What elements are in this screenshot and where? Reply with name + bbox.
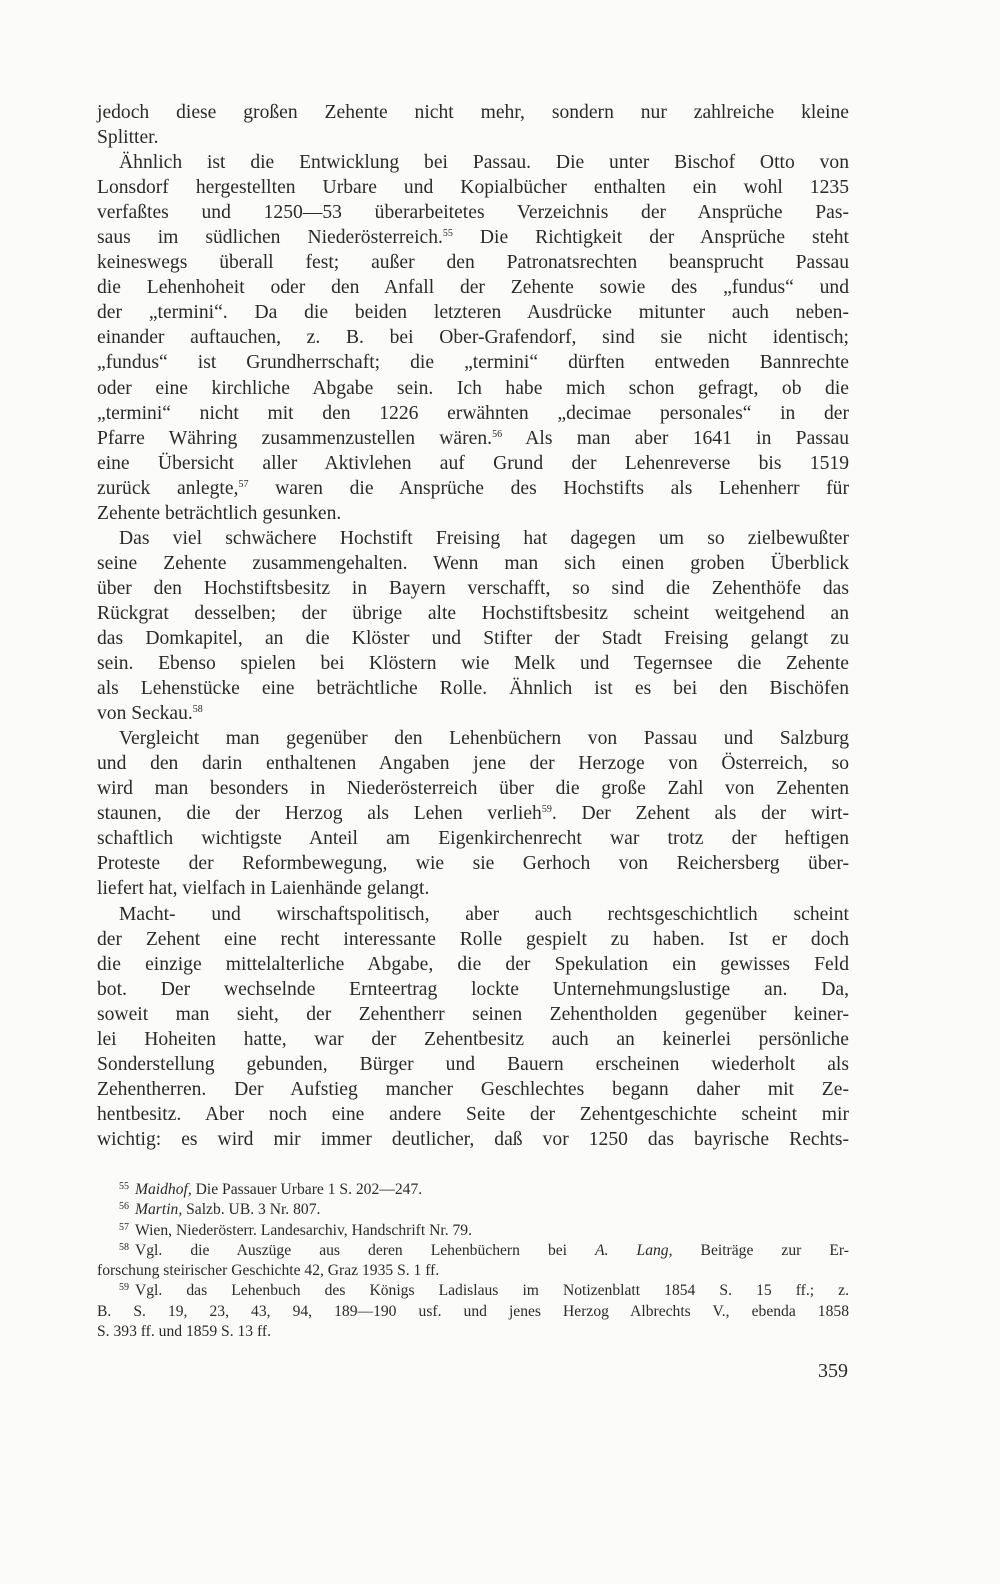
text-line: wird man besonders in Niederösterreich über die große Zahl von Zehenten (97, 778, 849, 800)
text-line: liefert hat, vielfach in Laienhände gelangt. (97, 878, 430, 900)
text-line: sein. Ebenso spielen bei Klöstern wie Melk und Tegernsee die Zehente (97, 653, 849, 675)
text-line: „fundus“ ist Grundherrschaft; die „termini“ dürften entweden Bannrechte (97, 352, 849, 374)
text-line: oder eine kirchliche Abgabe sein. Ich habe mich schon gefragt, ob die (97, 377, 849, 399)
text-line: Zehente beträchtlich gesunken. (97, 502, 342, 524)
footnote-ref: 56 (492, 428, 503, 440)
footnote-line: $^{59}$ Vgl. das Lehenbuch des Königs Ladislaus im Notizenblatt 1854 S. 15 ff.; z. (119, 1282, 849, 1300)
text-line: zurück anlegte,$^{57}$ waren die Ansprüche des Hochstifts als Lehenherr für (97, 477, 849, 499)
text-line: einander auftauchen, z. B. bei Ober-Grafendorf, sind sie nicht identisch; (97, 327, 849, 349)
text-line: Das viel schwächere Hochstift Freising hat dagegen um so zielbewußter (119, 527, 849, 549)
text-line: „termini“ nicht mit den 1226 erwähnten „decimae personales“ in der (97, 402, 849, 424)
text-line: von Seckau.$^{58}$ (97, 703, 203, 725)
text-line: die Lehenhoheit oder den Anfall der Zehente sowie des „fundus“ und (97, 277, 849, 299)
text-line: Sonderstellung gebunden, Bürger und Bauern erscheinen wiederholt als (97, 1053, 849, 1075)
footnote-line: B. S. 19, 23, 43, 94, 189—190 usf. und jenes Herzog Albrechts V., ebenda 1858 (97, 1302, 849, 1320)
text-line: schaftlich wichtigste Anteil am Eigenkirchenrecht war trotz der heftigen (97, 828, 849, 850)
text-line: staunen, die der Herzog als Lehen verlieh$^{59}$. Der Zehent als der wirt- (97, 803, 849, 825)
footnote-ref: 59 (541, 804, 552, 816)
body-text (97, 100, 849, 1152)
footnote-number: 59 (119, 1282, 129, 1294)
text-line: eine Übersicht aller Aktivlehen auf Grund der Lehenreverse bis 1519 (97, 452, 849, 474)
footnote-number: 55 (119, 1181, 129, 1192)
footnote-ref: 57 (238, 478, 249, 490)
text-line: Pfarre Währing zusammenzustellen wären.$^{56}$ Als man aber 1641 in Passau (97, 427, 850, 449)
text-line: der Zehent eine recht interessante Rolle gespielt zu haben. Ist er doch (97, 928, 849, 950)
text-line: jedoch diese großen Zehente nicht mehr, sondern nur zahlreiche kleine (97, 102, 849, 123)
text-line: saus im südlichen Niederösterreich.$^{55}$ Die Richtigkeit der Ansprüche steht (97, 227, 850, 249)
text-line: Rückgrat desselben; der übrige alte Hochstiftsbesitz scheint weitgehend an (97, 602, 849, 624)
text-line: keineswegs überall fest; außer den Patronatsrechten beansprucht Passau (97, 252, 849, 274)
text-line: verfaßtes und 1250—53 überarbeitetes Verzeichnis der Ansprüche Pas- (97, 202, 849, 224)
text-line: Proteste der Reformbewegung, wie sie Gerhoch von Reichersberg über- (97, 853, 849, 875)
text-line: Macht- und wirschaftspolitisch, aber auch rechtsgeschichtlich scheint (119, 903, 849, 925)
footnote-line: S. 393 ff. und 1859 S. 13 ff. (97, 1323, 271, 1341)
text-line: soweit man sieht, der Zehentherr seinen Zehentholden gegenüber keiner- (97, 1003, 849, 1025)
text-line: Splitter. (97, 127, 159, 149)
text-line: Vergleicht man gegenüber den Lehenbüchern von Passau und Salzburg (119, 728, 849, 750)
text-line: hentbesitz. Aber noch eine andere Seite der Zehentgeschichte scheint mir (97, 1103, 849, 1125)
text-line: und den darin enthaltenen Angaben jene der Herzoge von Österreich, so (97, 753, 849, 775)
footnote-line: $^{57}$ Wien, Niederösterr. Landesarchiv, Handschrift Nr. 79. (119, 1221, 472, 1239)
footnotes (97, 1180, 849, 1342)
text-line: lei Hoheiten hatte, war der Zehentbesitz auch an keinerlei persönliche (97, 1028, 849, 1050)
text-line: über den Hochstiftsbesitz in Bayern verschafft, so sind die Zehenthöfe das (97, 577, 849, 599)
footnote-number: 56 (119, 1201, 129, 1213)
text-line: die einzige mittelalterliche Abgabe, die der Spekulation ein gewisses Feld (97, 953, 849, 975)
text-line: der „termini“. Da die beiden letzteren Ausdrücke mitunter auch neben- (97, 302, 849, 324)
text-line: Ähnlich ist die Entwicklung bei Passau. Die unter Bischof Otto von (119, 152, 849, 174)
footnote-ref: 55 (442, 228, 453, 240)
footnote-number: 57 (119, 1221, 129, 1233)
footnote-line: $^{58}$ Vgl. die Auszüge aus deren Lehenbüchern bei A. Lang, Beiträge zur Er- (119, 1241, 849, 1259)
text-line: Zehentherren. Der Aufstieg mancher Geschlechtes begann daher mit Ze- (97, 1078, 849, 1100)
text-line: bot. Der wechselnde Ernteertrag lockte Unternehmungslustige an. Da, (97, 978, 849, 1000)
text-line: seine Zehente zusammengehalten. Wenn man sich einen groben Überblick (97, 552, 849, 574)
footnote-ref: 58 (192, 704, 203, 716)
footnote-line: forschung steirischer Geschichte 42, Graz 1935 S. 1 ff. (97, 1262, 440, 1280)
text-line: das Domkapitel, an die Klöster und Stifter der Stadt Freising gelangt zu (97, 627, 849, 649)
footnote-number: 58 (119, 1241, 129, 1253)
text-line: wichtig: es wird mir immer deutlicher, daß vor 1250 das bayrische Rechts- (97, 1128, 849, 1150)
footnote-line: $^{56}$ Martin, Salzb. UB. 3 Nr. 807. (119, 1201, 321, 1219)
page-number: 359 (818, 1360, 848, 1382)
text-line: Lonsdorf hergestellten Urbare und Kopialbücher enthalten ein wohl 1235 (97, 177, 849, 199)
footnote-line: $^{55}$ Maidhof, Die Passauer Urbare 1 S. 202—247. (119, 1181, 423, 1198)
text-line: als Lehenstücke eine beträchtliche Rolle. Ähnlich ist es bei den Bischöfen (97, 678, 849, 700)
